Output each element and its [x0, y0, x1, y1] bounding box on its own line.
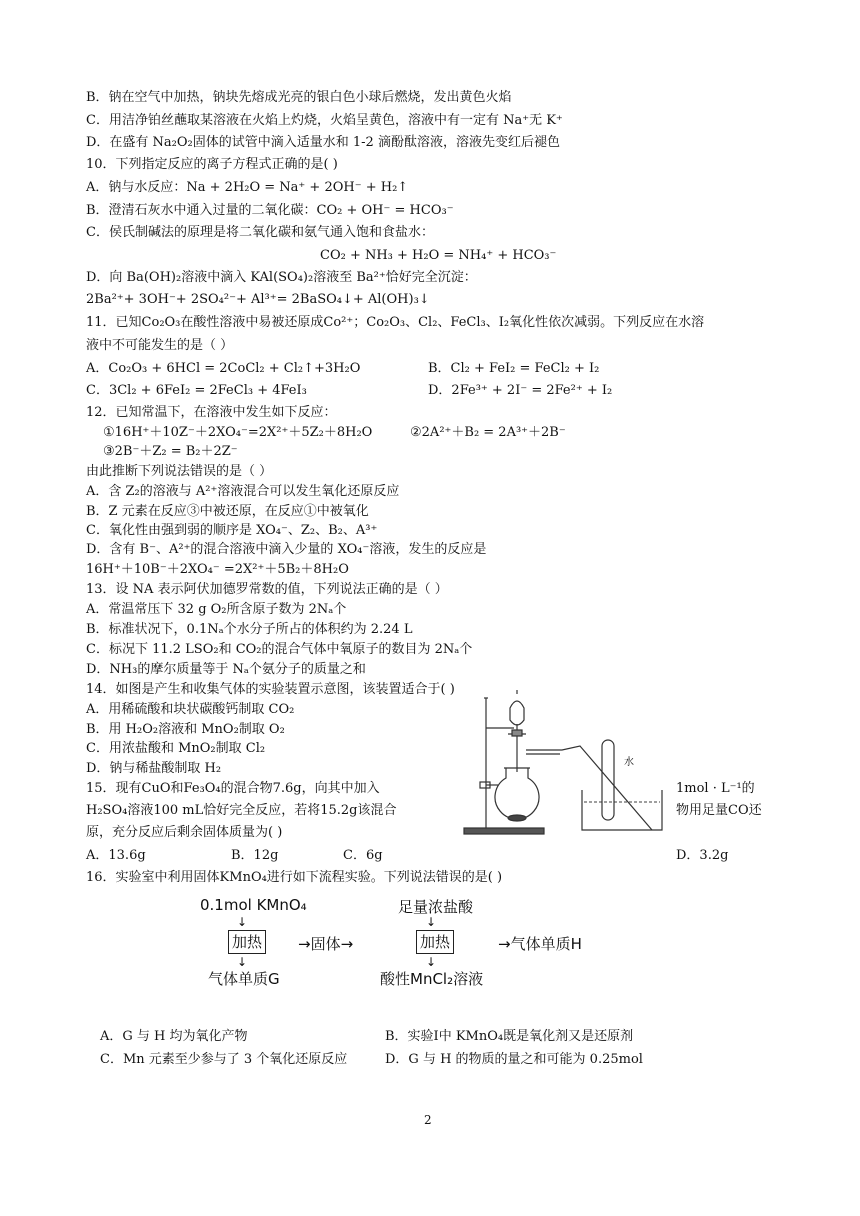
q10-option-d-equation: 2Ba²⁺+ 3OH⁻+ 2SO₄²⁻+ Al³⁺= 2BaSO₄↓+ Al(OH)₃↓: [86, 292, 430, 307]
q14-option-b: B．用 H₂O₂溶液和 MnO₂制取 O₂: [86, 722, 285, 737]
q9-option-d: D．在盛有 Na₂O₂固体的试管中滴入适量水和 1-2 滴酚酞溶液，溶液先变红后褪色: [86, 135, 560, 150]
q15-option-d: D．3.2g: [676, 848, 729, 863]
q13-option-a: A．常温常压下 32 g O₂所含原子数为 2Nₐ个: [86, 602, 347, 617]
q12-option-c: C．氧化性由强到弱的顺序是 XO₄⁻、Z₂、B₂、A³⁺: [86, 523, 378, 538]
flow-heat-step-1: 加热: [228, 930, 266, 954]
q12-prompt: 由此推断下列说法错误的是（ ）: [86, 464, 273, 479]
q10-option-c-equation: CO₂ + NH₃ + H₂O = NH₄⁺ + HCO₃⁻: [320, 248, 557, 263]
q16-option-d: D．G 与 H 的物质的量之和可能为 0.25mol: [385, 1052, 643, 1067]
q11-option-a: A．Co₂O₃ + 6HCl = 2CoCl₂ + Cl₂↑+3H₂O: [86, 361, 361, 376]
q13-option-c: C．标况下 11.2 LSO₂和 CO₂的混合气体中氧原子的数目为 2Nₐ个: [86, 642, 473, 657]
q14-option-d: D．钠与稀盐酸制取 H₂: [86, 761, 222, 776]
flow-down-arrow-1: ↓: [237, 915, 248, 929]
flow-mncl2-solution: 酸性MnCl₂溶液: [380, 970, 484, 988]
q12-option-d: D．含有 B⁻、A²⁺的混合溶液中滴入少量的 XO₄⁻溶液，发生的反应是: [86, 542, 487, 557]
q12-stem: 12．已知常温下，在溶液中发生如下反应：: [86, 405, 337, 420]
flow-arrow-solid: →固体→: [298, 935, 354, 953]
flow-down-arrow-3: ↓: [426, 915, 437, 929]
q13-option-b: B．标准状况下，0.1Nₐ个水分子所占的体积约为 2.24 L: [86, 622, 413, 637]
q12-option-a: A．含 Z₂的溶液与 A²⁺溶液混合可以发生氧化还原反应: [86, 484, 400, 499]
q16-option-c: C．Mn 元素至少参与了 3 个氧化还原反应: [100, 1052, 348, 1067]
q10-option-b: B．澄清石灰水中通入过量的二氧化碳：CO₂ + OH⁻ = HCO₃⁻: [86, 203, 454, 218]
q13-stem: 13．设 NA 表示阿伏加德罗常数的值，下列说法正确的是（ ）: [86, 582, 448, 597]
q10-option-c: C．侯氏制碱法的原理是将二氧化碳和氨气通入饱和食盐水：: [86, 225, 434, 240]
q14-stem: 14．如图是产生和收集气体的实验装置示意图，该装置适合于( ): [86, 682, 455, 697]
q15-option-c: C．6g: [343, 848, 383, 863]
flow-gas-g: 气体单质G: [208, 970, 280, 988]
q15-stem-2: H₂SO₄溶液100 mL恰好完全反应，若将15.2g该混合: [86, 803, 397, 818]
q14-option-c: C．用浓盐酸和 MnO₂制取 Cl₂: [86, 741, 266, 756]
flow-heat-step-2: 加热: [416, 930, 454, 954]
water-label: 水: [624, 757, 634, 768]
gas-apparatus-diagram: [462, 690, 672, 840]
flow-arrow-gas-h: →气体单质H: [498, 935, 582, 953]
flow-reagent-kmno4: 0.1mol KMnO₄: [200, 896, 307, 914]
flow-down-arrow-2: ↓: [237, 955, 248, 969]
q12-option-d-equation: 16H⁺＋10B⁻＋2XO₄⁻ =2X²⁺＋5B₂＋8H₂O: [86, 562, 349, 577]
q10-option-a: A．钠与水反应：Na + 2H₂O = Na⁺ + 2OH⁻ + H₂↑: [86, 180, 409, 195]
q15-option-b: B．12g: [231, 848, 279, 863]
q15-stem: 15．现有CuO和Fe₃O₄的混合物7.6g，向其中加入: [86, 781, 380, 796]
q13-option-d: D．NH₃的摩尔质量等于 Nₐ个氨分子的质量之和: [86, 662, 366, 677]
q16-option-a: A．G 与 H 均为氧化产物: [100, 1029, 248, 1044]
q14-option-a: A．用稀硫酸和块状碳酸钙制取 CO₂: [86, 702, 295, 717]
q15-stem-right-1: 1mol · L⁻¹的: [676, 781, 755, 796]
q11-stem-cont: 液中不可能发生的是（ ）: [86, 338, 234, 353]
q9-option-c: C．用洁净铂丝蘸取某溶液在火焰上灼烧，火焰呈黄色，溶液中有一定有 Na⁺无 K⁺: [86, 113, 563, 128]
q11-option-b: B．Cl₂ + FeI₂ = FeCl₂ + I₂: [428, 361, 600, 376]
q9-option-b: B．钠在空气中加热，钠块先熔成光亮的银白色小球后燃烧，发出黄色火焰: [86, 90, 512, 105]
q15-option-a: A．13.6g: [86, 848, 146, 863]
q11-option-c: C．3Cl₂ + 6FeI₂ = 2FeCl₃ + 4FeI₃: [86, 383, 307, 398]
q10-stem: 10．下列指定反应的离子方程式正确的是( ): [86, 157, 338, 172]
q16-option-b: B．实验Ⅰ中 KMnO₄既是氧化剂又是还原剂: [385, 1029, 634, 1044]
q12-reaction-3: ③2B⁻＋Z₂ = B₂＋2Z⁻: [103, 444, 238, 459]
q15-stem-3: 原，充分反应后剩余固体质量为( ): [86, 825, 283, 840]
q15-stem-right-2: 物用足量CO还: [676, 803, 762, 818]
q12-reaction-1: ①16H⁺＋10Z⁻＋2XO₄⁻=2X²⁺＋5Z₂＋8H₂O: [103, 425, 373, 440]
q11-option-d: D．2Fe³⁺ + 2I⁻ = 2Fe²⁺ + I₂: [428, 383, 613, 398]
page-number: 2: [424, 1113, 432, 1127]
flow-reagent-hcl: 足量浓盐酸: [398, 898, 474, 916]
q11-stem: 11．已知Co₂O₃在酸性溶液中易被还原成Co²⁺；Co₂O₃、Cl₂、FeCl₃、I₂氧化性依次减弱。下列反应在水溶: [86, 315, 705, 330]
q12-reaction-2: ②2A²⁺＋B₂ = 2A³⁺＋2B⁻: [410, 425, 566, 440]
q16-stem: 16．实验室中利用固体KMnO₄进行如下流程实验。下列说法错误的是( ): [86, 870, 503, 885]
q12-option-b: B．Z 元素在反应③中被还原，在反应①中被氧化: [86, 504, 369, 519]
flow-down-arrow-4: ↓: [426, 955, 437, 969]
q10-option-d: D．向 Ba(OH)₂溶液中滴入 KAl(SO₄)₂溶液至 Ba²⁺恰好完全沉淀：: [86, 270, 477, 285]
